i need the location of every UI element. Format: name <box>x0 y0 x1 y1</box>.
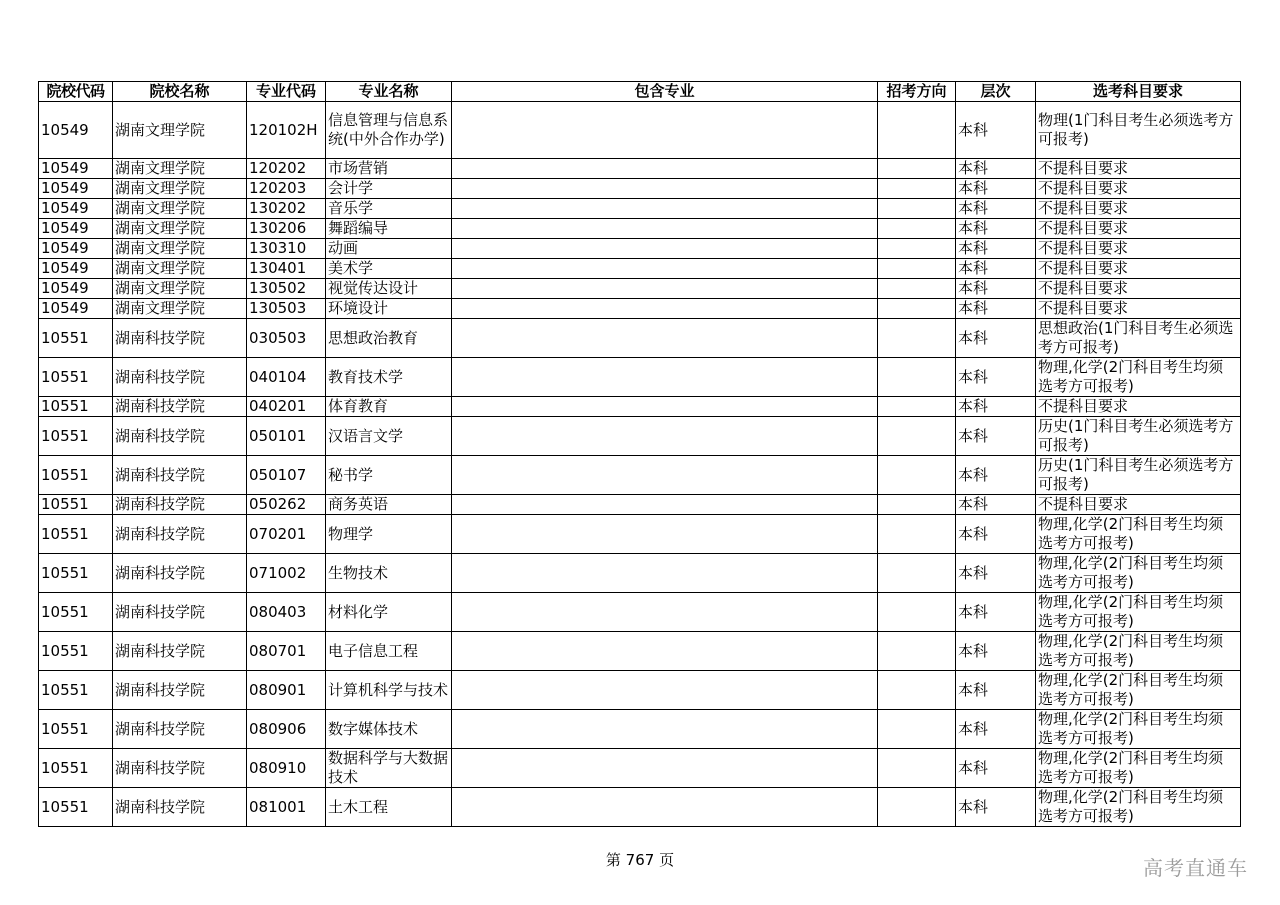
cell-level: 本科 <box>956 397 1036 417</box>
cell-level: 本科 <box>956 749 1036 788</box>
cell-school-name: 湖南文理学院 <box>113 159 247 179</box>
cell-subject-requirement: 物理(1门科目考生必须选考方可报考) <box>1036 102 1241 159</box>
cell-major-name: 美术学 <box>326 259 452 279</box>
cell-major-code: 130206 <box>247 219 326 239</box>
cell-direction <box>878 279 956 299</box>
cell-level: 本科 <box>956 417 1036 456</box>
cell-direction <box>878 495 956 515</box>
cell-direction <box>878 710 956 749</box>
table-row <box>39 515 1241 554</box>
cell-school-name: 湖南科技学院 <box>113 749 247 788</box>
cell-level: 本科 <box>956 259 1036 279</box>
cell-major-code: 030503 <box>247 319 326 358</box>
table-row <box>39 749 1241 788</box>
cell-major-name: 汉语言文学 <box>326 417 452 456</box>
cell-direction <box>878 199 956 219</box>
cell-subject-requirement: 历史(1门科目考生必须选考方可报考) <box>1036 456 1241 495</box>
cell-school-code: 10551 <box>39 358 113 397</box>
cell-subject-requirement: 物理,化学(2门科目考生均须选考方可报考) <box>1036 358 1241 397</box>
table-row <box>39 279 1241 299</box>
table-row <box>39 632 1241 671</box>
cell-direction <box>878 102 956 159</box>
cell-school-code: 10551 <box>39 397 113 417</box>
cell-included-majors <box>452 515 878 554</box>
table-row <box>39 358 1241 397</box>
table-row <box>39 159 1241 179</box>
cell-school-code: 10549 <box>39 219 113 239</box>
cell-level: 本科 <box>956 710 1036 749</box>
cell-included-majors <box>452 710 878 749</box>
cell-major-code: 120202 <box>247 159 326 179</box>
cell-school-name: 湖南科技学院 <box>113 515 247 554</box>
cell-school-name: 湖南科技学院 <box>113 554 247 593</box>
cell-school-code: 10551 <box>39 749 113 788</box>
table-row <box>39 456 1241 495</box>
cell-included-majors <box>452 495 878 515</box>
cell-subject-requirement: 历史(1门科目考生必须选考方可报考) <box>1036 417 1241 456</box>
cell-direction <box>878 515 956 554</box>
cell-level: 本科 <box>956 102 1036 159</box>
cell-major-code: 080901 <box>247 671 326 710</box>
cell-subject-requirement: 物理,化学(2门科目考生均须选考方可报考) <box>1036 515 1241 554</box>
cell-major-name: 材料化学 <box>326 593 452 632</box>
cell-subject-requirement: 物理,化学(2门科目考生均须选考方可报考) <box>1036 749 1241 788</box>
cell-direction <box>878 417 956 456</box>
cell-included-majors <box>452 456 878 495</box>
cell-major-code: 050262 <box>247 495 326 515</box>
table-row <box>39 554 1241 593</box>
cell-school-code: 10551 <box>39 632 113 671</box>
cell-level: 本科 <box>956 299 1036 319</box>
cell-major-name: 秘书学 <box>326 456 452 495</box>
cell-major-name: 教育技术学 <box>326 358 452 397</box>
cell-direction <box>878 593 956 632</box>
cell-major-name: 环境设计 <box>326 299 452 319</box>
header-subject-requirement: 选考科目要求 <box>1036 82 1241 102</box>
cell-level: 本科 <box>956 199 1036 219</box>
cell-school-code: 10551 <box>39 417 113 456</box>
cell-school-code: 10549 <box>39 159 113 179</box>
cell-subject-requirement: 不提科目要求 <box>1036 299 1241 319</box>
cell-major-code: 080910 <box>247 749 326 788</box>
cell-school-name: 湖南科技学院 <box>113 495 247 515</box>
cell-included-majors <box>452 417 878 456</box>
cell-major-name: 物理学 <box>326 515 452 554</box>
cell-major-code: 081001 <box>247 788 326 827</box>
table-row <box>39 102 1241 159</box>
cell-direction <box>878 632 956 671</box>
table-row <box>39 495 1241 515</box>
cell-included-majors <box>452 239 878 259</box>
cell-major-name: 会计学 <box>326 179 452 199</box>
header-direction: 招考方向 <box>878 82 956 102</box>
cell-major-name: 计算机科学与技术 <box>326 671 452 710</box>
admission-table <box>38 81 1241 827</box>
cell-included-majors <box>452 179 878 199</box>
cell-included-majors <box>452 593 878 632</box>
table-row <box>39 319 1241 358</box>
cell-included-majors <box>452 279 878 299</box>
watermark-text: 高考直通车 <box>1143 856 1248 880</box>
cell-school-code: 10549 <box>39 102 113 159</box>
cell-school-name: 湖南文理学院 <box>113 199 247 219</box>
cell-school-code: 10549 <box>39 279 113 299</box>
cell-school-name: 湖南科技学院 <box>113 671 247 710</box>
table-row <box>39 239 1241 259</box>
cell-direction <box>878 259 956 279</box>
cell-school-code: 10551 <box>39 456 113 495</box>
table-row <box>39 299 1241 319</box>
cell-level: 本科 <box>956 159 1036 179</box>
cell-included-majors <box>452 749 878 788</box>
cell-major-code: 080906 <box>247 710 326 749</box>
cell-direction <box>878 219 956 239</box>
cell-subject-requirement: 不提科目要求 <box>1036 259 1241 279</box>
cell-major-code: 050107 <box>247 456 326 495</box>
cell-school-name: 湖南科技学院 <box>113 417 247 456</box>
cell-school-name: 湖南文理学院 <box>113 179 247 199</box>
cell-level: 本科 <box>956 515 1036 554</box>
table-row <box>39 219 1241 239</box>
cell-major-code: 040201 <box>247 397 326 417</box>
cell-school-name: 湖南科技学院 <box>113 593 247 632</box>
cell-school-code: 10551 <box>39 671 113 710</box>
table-row <box>39 179 1241 199</box>
cell-school-name: 湖南文理学院 <box>113 219 247 239</box>
cell-school-code: 10549 <box>39 199 113 219</box>
cell-major-name: 生物技术 <box>326 554 452 593</box>
table-row <box>39 397 1241 417</box>
cell-school-code: 10551 <box>39 710 113 749</box>
cell-level: 本科 <box>956 358 1036 397</box>
cell-included-majors <box>452 632 878 671</box>
cell-level: 本科 <box>956 554 1036 593</box>
cell-level: 本科 <box>956 788 1036 827</box>
cell-major-name: 电子信息工程 <box>326 632 452 671</box>
cell-school-name: 湖南科技学院 <box>113 319 247 358</box>
cell-major-name: 音乐学 <box>326 199 452 219</box>
table-row <box>39 710 1241 749</box>
cell-major-name: 信息管理与信息系统(中外合作办学) <box>326 102 452 159</box>
cell-included-majors <box>452 102 878 159</box>
cell-school-code: 10551 <box>39 788 113 827</box>
cell-school-name: 湖南文理学院 <box>113 299 247 319</box>
cell-school-name: 湖南文理学院 <box>113 279 247 299</box>
cell-subject-requirement: 不提科目要求 <box>1036 239 1241 259</box>
cell-level: 本科 <box>956 456 1036 495</box>
cell-major-code: 071002 <box>247 554 326 593</box>
cell-level: 本科 <box>956 279 1036 299</box>
cell-subject-requirement: 不提科目要求 <box>1036 279 1241 299</box>
cell-direction <box>878 358 956 397</box>
cell-major-name: 视觉传达设计 <box>326 279 452 299</box>
cell-included-majors <box>452 554 878 593</box>
cell-major-name: 土木工程 <box>326 788 452 827</box>
cell-school-code: 10551 <box>39 515 113 554</box>
cell-included-majors <box>452 219 878 239</box>
cell-level: 本科 <box>956 671 1036 710</box>
cell-subject-requirement: 物理,化学(2门科目考生均须选考方可报考) <box>1036 632 1241 671</box>
cell-major-name: 数据科学与大数据技术 <box>326 749 452 788</box>
cell-direction <box>878 239 956 259</box>
cell-level: 本科 <box>956 495 1036 515</box>
cell-school-code: 10551 <box>39 554 113 593</box>
cell-major-name: 商务英语 <box>326 495 452 515</box>
cell-subject-requirement: 不提科目要求 <box>1036 159 1241 179</box>
cell-direction <box>878 788 956 827</box>
cell-major-code: 040104 <box>247 358 326 397</box>
cell-major-code: 130502 <box>247 279 326 299</box>
cell-level: 本科 <box>956 593 1036 632</box>
cell-direction <box>878 456 956 495</box>
cell-direction <box>878 671 956 710</box>
cell-school-name: 湖南文理学院 <box>113 102 247 159</box>
cell-major-name: 市场营销 <box>326 159 452 179</box>
cell-school-code: 10549 <box>39 239 113 259</box>
cell-school-name: 湖南科技学院 <box>113 397 247 417</box>
cell-direction <box>878 749 956 788</box>
header-school-code: 院校代码 <box>39 82 113 102</box>
cell-major-code: 070201 <box>247 515 326 554</box>
cell-school-name: 湖南文理学院 <box>113 239 247 259</box>
cell-school-code: 10549 <box>39 259 113 279</box>
cell-subject-requirement: 不提科目要求 <box>1036 397 1241 417</box>
header-school-name: 院校名称 <box>113 82 247 102</box>
cell-level: 本科 <box>956 319 1036 358</box>
cell-included-majors <box>452 259 878 279</box>
cell-school-code: 10549 <box>39 299 113 319</box>
cell-level: 本科 <box>956 632 1036 671</box>
table-row <box>39 259 1241 279</box>
header-major-name: 专业名称 <box>326 82 452 102</box>
cell-included-majors <box>452 319 878 358</box>
cell-direction <box>878 299 956 319</box>
cell-major-code: 130503 <box>247 299 326 319</box>
cell-direction <box>878 554 956 593</box>
table-row <box>39 417 1241 456</box>
cell-included-majors <box>452 358 878 397</box>
cell-school-name: 湖南文理学院 <box>113 259 247 279</box>
cell-direction <box>878 319 956 358</box>
table-row <box>39 593 1241 632</box>
cell-subject-requirement: 物理,化学(2门科目考生均须选考方可报考) <box>1036 593 1241 632</box>
cell-subject-requirement: 不提科目要求 <box>1036 495 1241 515</box>
cell-direction <box>878 397 956 417</box>
cell-major-code: 080701 <box>247 632 326 671</box>
cell-subject-requirement: 物理,化学(2门科目考生均须选考方可报考) <box>1036 671 1241 710</box>
cell-major-code: 130202 <box>247 199 326 219</box>
table-header-row <box>39 82 1241 102</box>
cell-major-name: 思想政治教育 <box>326 319 452 358</box>
cell-included-majors <box>452 397 878 417</box>
cell-included-majors <box>452 299 878 319</box>
cell-included-majors <box>452 788 878 827</box>
cell-major-name: 数字媒体技术 <box>326 710 452 749</box>
cell-included-majors <box>452 671 878 710</box>
table-body <box>39 102 1241 827</box>
cell-school-name: 湖南科技学院 <box>113 788 247 827</box>
cell-major-name: 舞蹈编导 <box>326 219 452 239</box>
cell-subject-requirement: 物理,化学(2门科目考生均须选考方可报考) <box>1036 788 1241 827</box>
cell-subject-requirement: 思想政治(1门科目考生必须选考方可报考) <box>1036 319 1241 358</box>
cell-major-code: 120203 <box>247 179 326 199</box>
cell-major-code: 120102H <box>247 102 326 159</box>
table-row <box>39 788 1241 827</box>
cell-school-name: 湖南科技学院 <box>113 358 247 397</box>
table-row <box>39 199 1241 219</box>
cell-level: 本科 <box>956 179 1036 199</box>
header-included-majors: 包含专业 <box>452 82 878 102</box>
cell-subject-requirement: 物理,化学(2门科目考生均须选考方可报考) <box>1036 554 1241 593</box>
cell-major-code: 130401 <box>247 259 326 279</box>
cell-major-name: 动画 <box>326 239 452 259</box>
page-number: 第 767 页 <box>605 851 675 869</box>
table-row <box>39 671 1241 710</box>
cell-included-majors <box>452 159 878 179</box>
cell-subject-requirement: 不提科目要求 <box>1036 179 1241 199</box>
cell-major-code: 050101 <box>247 417 326 456</box>
cell-school-name: 湖南科技学院 <box>113 710 247 749</box>
cell-level: 本科 <box>956 219 1036 239</box>
cell-direction <box>878 179 956 199</box>
header-major-code: 专业代码 <box>247 82 326 102</box>
cell-direction <box>878 159 956 179</box>
cell-school-code: 10549 <box>39 179 113 199</box>
cell-school-code: 10551 <box>39 319 113 358</box>
cell-subject-requirement: 不提科目要求 <box>1036 199 1241 219</box>
cell-subject-requirement: 物理,化学(2门科目考生均须选考方可报考) <box>1036 710 1241 749</box>
cell-school-code: 10551 <box>39 593 113 632</box>
cell-major-name: 体育教育 <box>326 397 452 417</box>
cell-included-majors <box>452 199 878 219</box>
cell-major-code: 130310 <box>247 239 326 259</box>
cell-school-name: 湖南科技学院 <box>113 456 247 495</box>
header-level: 层次 <box>956 82 1036 102</box>
cell-subject-requirement: 不提科目要求 <box>1036 219 1241 239</box>
cell-level: 本科 <box>956 239 1036 259</box>
cell-major-code: 080403 <box>247 593 326 632</box>
cell-school-code: 10551 <box>39 495 113 515</box>
cell-school-name: 湖南科技学院 <box>113 632 247 671</box>
